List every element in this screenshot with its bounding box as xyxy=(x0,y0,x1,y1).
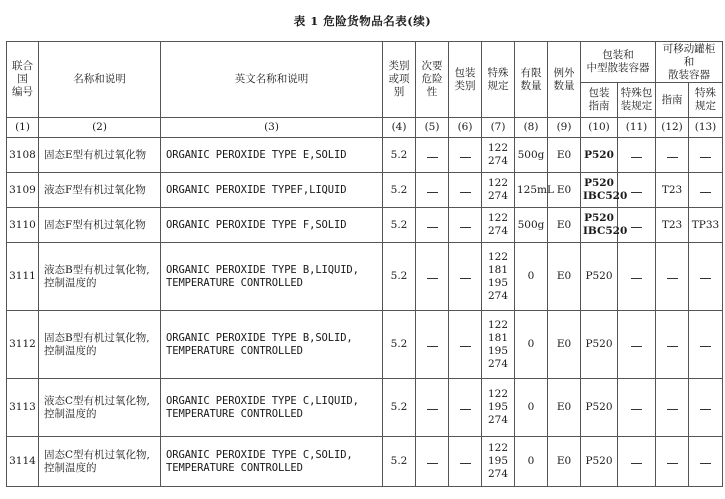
subsidiary-risk xyxy=(416,243,449,311)
header-pack-ibc: 包装和 中型散装容器 xyxy=(581,42,656,83)
class: 5.2 xyxy=(383,311,416,379)
dash-line xyxy=(427,346,438,347)
header-excepted: 例外 数量 xyxy=(548,42,581,118)
tank-special xyxy=(689,437,723,487)
dash-line xyxy=(667,278,678,279)
dash-line xyxy=(700,192,711,193)
subsidiary-risk xyxy=(416,173,449,208)
name-en: ORGANIC PEROXIDE TYPE B,SOLID, TEMPERATURE CONTROLLED xyxy=(161,311,383,379)
col-num: (10) xyxy=(581,118,618,138)
subsidiary-risk xyxy=(416,208,449,243)
dash-line xyxy=(667,409,678,410)
table-row xyxy=(7,437,723,487)
dash-line xyxy=(427,227,438,228)
special-provisions: 122 195 274 xyxy=(482,379,515,437)
col-num: (12) xyxy=(656,118,689,138)
header-tank-instr: 指南 xyxy=(656,83,689,118)
limited-quantity: 0 xyxy=(515,311,548,379)
dash-line xyxy=(631,409,642,410)
tank-instruction: T23 xyxy=(656,208,689,243)
class: 5.2 xyxy=(383,437,416,487)
tank-special xyxy=(689,311,723,379)
subsidiary-risk xyxy=(416,311,449,379)
name-en: ORGANIC PEROXIDE TYPE F,SOLID xyxy=(161,208,383,243)
dash-line xyxy=(460,227,471,228)
header-pack-instr: 包装 指南 xyxy=(581,83,618,118)
dash-line xyxy=(460,278,471,279)
table-row xyxy=(7,311,723,379)
tank-special: TP33 xyxy=(689,208,723,243)
dash-line xyxy=(667,157,678,158)
class: 5.2 xyxy=(383,173,416,208)
table-row xyxy=(7,243,723,311)
tank-instruction xyxy=(656,138,689,173)
special-provisions: 122 195 274 xyxy=(482,437,515,487)
packing-instruction: P520 xyxy=(581,138,618,173)
dash-line xyxy=(631,278,642,279)
un-number: 3113 xyxy=(7,379,39,437)
name-cn: 液态B型有机过氧化物, 控制温度的 xyxy=(39,243,161,311)
col-num: (4) xyxy=(383,118,416,138)
dash-line xyxy=(427,409,438,410)
header-un-no: 联合国 编号 xyxy=(7,42,39,118)
header-special: 特殊 规定 xyxy=(482,42,515,118)
packing-instruction: P520 xyxy=(581,311,618,379)
limited-quantity: 125mL xyxy=(515,173,548,208)
col-num: (2) xyxy=(39,118,161,138)
dash-line xyxy=(427,278,438,279)
limited-quantity: 0 xyxy=(515,243,548,311)
name-cn: 固态C型有机过氧化物, 控制温度的 xyxy=(39,437,161,487)
header-row xyxy=(7,42,723,83)
packing-instruction: P520 IBC520 xyxy=(581,208,618,243)
special-provisions: 122 274 xyxy=(482,138,515,173)
col-num: (11) xyxy=(618,118,656,138)
col-num: (7) xyxy=(482,118,515,138)
name-cn: 液态C型有机过氧化物, 控制温度的 xyxy=(39,379,161,437)
tank-special xyxy=(689,379,723,437)
un-number: 3110 xyxy=(7,208,39,243)
name-en: ORGANIC PEROXIDE TYPE E,SOLID xyxy=(161,138,383,173)
dash-line xyxy=(427,157,438,158)
excepted-quantity: E0 xyxy=(548,379,581,437)
special-packing xyxy=(618,379,656,437)
dash-line xyxy=(667,346,678,347)
packing-group xyxy=(449,437,482,487)
header-name-en: 英文名称和说明 xyxy=(161,42,383,118)
un-number: 3108 xyxy=(7,138,39,173)
un-number: 3111 xyxy=(7,243,39,311)
dash-line xyxy=(631,346,642,347)
dash-line xyxy=(427,463,438,464)
header-class: 类别 或项别 xyxy=(383,42,416,118)
class: 5.2 xyxy=(383,243,416,311)
dash-line xyxy=(631,463,642,464)
special-packing xyxy=(618,138,656,173)
dash-line xyxy=(460,192,471,193)
special-provisions: 122 181 195 274 xyxy=(482,311,515,379)
col-num: (1) xyxy=(7,118,39,138)
dash-line xyxy=(631,227,642,228)
limited-quantity: 500g xyxy=(515,208,548,243)
header-sub-risk: 次要 危险性 xyxy=(416,42,449,118)
dangerous-goods-table xyxy=(6,41,723,487)
special-provisions: 122 181 195 274 xyxy=(482,243,515,311)
col-num: (5) xyxy=(416,118,449,138)
special-packing xyxy=(618,437,656,487)
excepted-quantity: E0 xyxy=(548,138,581,173)
packing-group xyxy=(449,208,482,243)
tank-special xyxy=(689,243,723,311)
tank-instruction xyxy=(656,379,689,437)
special-provisions: 122 274 xyxy=(482,173,515,208)
dash-line xyxy=(700,463,711,464)
name-cn: 液态F型有机过氧化物 xyxy=(39,173,161,208)
limited-quantity: 0 xyxy=(515,379,548,437)
dash-line xyxy=(631,192,642,193)
un-number: 3114 xyxy=(7,437,39,487)
name-en: ORGANIC PEROXIDE TYPE B,LIQUID, TEMPERATURE CONTROLLED xyxy=(161,243,383,311)
special-packing xyxy=(618,311,656,379)
col-num: (13) xyxy=(689,118,723,138)
dash-line xyxy=(700,409,711,410)
un-number: 3109 xyxy=(7,173,39,208)
dash-line xyxy=(427,192,438,193)
table-row xyxy=(7,379,723,437)
subsidiary-risk xyxy=(416,379,449,437)
name-cn: 固态F型有机过氧化物 xyxy=(39,208,161,243)
column-number-row xyxy=(7,118,723,138)
packing-instruction: P520 xyxy=(581,437,618,487)
tank-instruction xyxy=(656,243,689,311)
class: 5.2 xyxy=(383,379,416,437)
packing-group xyxy=(449,138,482,173)
tank-instruction: T23 xyxy=(656,173,689,208)
excepted-quantity: E0 xyxy=(548,243,581,311)
table-title: 表 1 危险货物品名表(续) xyxy=(293,14,432,28)
name-en: ORGANIC PEROXIDE TYPEF,LIQUID xyxy=(161,173,383,208)
excepted-quantity: E0 xyxy=(548,208,581,243)
packing-group xyxy=(449,173,482,208)
dash-line xyxy=(460,463,471,464)
packing-group xyxy=(449,311,482,379)
header-name-cn: 名称和说明 xyxy=(39,42,161,118)
tank-special xyxy=(689,173,723,208)
class: 5.2 xyxy=(383,208,416,243)
tank-instruction xyxy=(656,437,689,487)
limited-quantity: 500g xyxy=(515,138,548,173)
tank-instruction xyxy=(656,311,689,379)
excepted-quantity: E0 xyxy=(548,311,581,379)
dash-line xyxy=(460,157,471,158)
name-cn: 固态B型有机过氧化物, 控制温度的 xyxy=(39,311,161,379)
class: 5.2 xyxy=(383,138,416,173)
table-row xyxy=(7,208,723,243)
excepted-quantity: E0 xyxy=(548,437,581,487)
excepted-quantity: E0 xyxy=(548,173,581,208)
table-row xyxy=(7,173,723,208)
tank-special xyxy=(689,138,723,173)
dash-line xyxy=(700,157,711,158)
dash-line xyxy=(631,157,642,158)
name-cn: 固态E型有机过氧化物 xyxy=(39,138,161,173)
special-packing xyxy=(618,243,656,311)
dash-line xyxy=(667,463,678,464)
subsidiary-risk xyxy=(416,138,449,173)
dash-line xyxy=(700,278,711,279)
col-num: (3) xyxy=(161,118,383,138)
dash-line xyxy=(460,346,471,347)
un-number: 3112 xyxy=(7,311,39,379)
subsidiary-risk xyxy=(416,437,449,487)
col-num: (9) xyxy=(548,118,581,138)
name-en: ORGANIC PEROXIDE TYPE C,SOLID, TEMPERATURE CONTROLLED xyxy=(161,437,383,487)
header-pack-special: 特殊包 装规定 xyxy=(618,83,656,118)
col-num: (8) xyxy=(515,118,548,138)
header-pack-group: 包装 类别 xyxy=(449,42,482,118)
limited-quantity: 0 xyxy=(515,437,548,487)
packing-group xyxy=(449,379,482,437)
header-tank-special: 特殊 规定 xyxy=(689,83,723,118)
packing-instruction: P520 xyxy=(581,379,618,437)
special-provisions: 122 274 xyxy=(482,208,515,243)
name-en: ORGANIC PEROXIDE TYPE C,LIQUID, TEMPERATURE CONTROLLED xyxy=(161,379,383,437)
table-row xyxy=(7,138,723,173)
header-portable-tank: 可移动罐柜和 散装容器 xyxy=(656,42,723,83)
col-num: (6) xyxy=(449,118,482,138)
packing-instruction: P520 xyxy=(581,243,618,311)
dash-line xyxy=(700,346,711,347)
packing-instruction: P520 IBC520 xyxy=(581,173,618,208)
dash-line xyxy=(460,409,471,410)
header-limited: 有限 数量 xyxy=(515,42,548,118)
packing-group xyxy=(449,243,482,311)
